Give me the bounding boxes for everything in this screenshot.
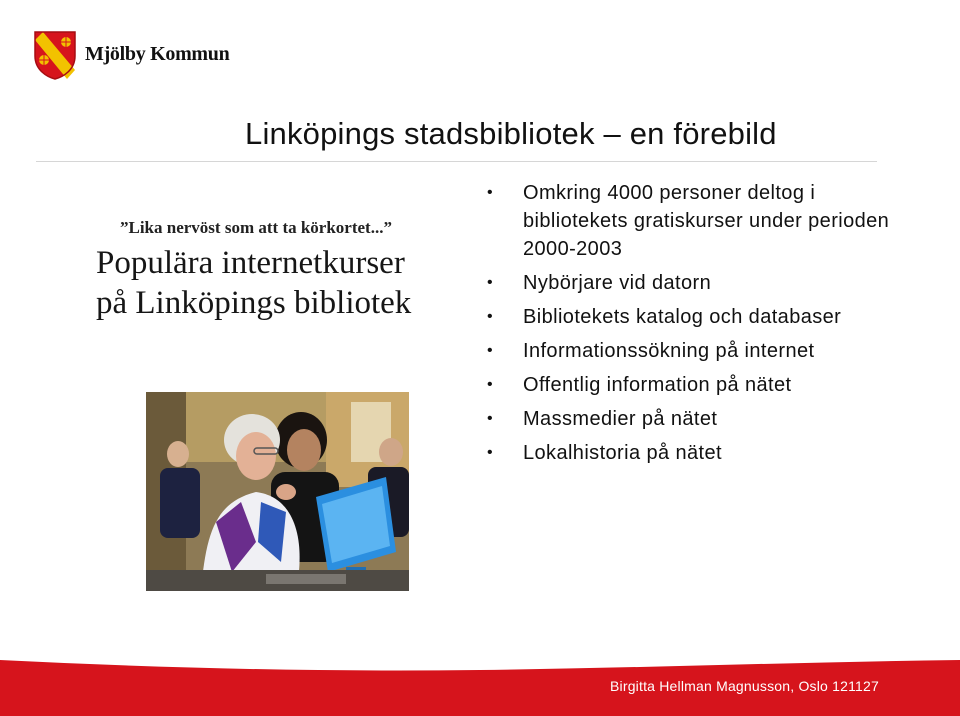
students-at-computers-photo	[146, 392, 409, 591]
list-item	[482, 439, 902, 467]
municipality-logo	[33, 30, 229, 80]
list-item	[482, 303, 902, 331]
bullet-icon: •	[487, 184, 494, 201]
course-headline	[96, 243, 411, 323]
list-item-text: Omkring 4000 personer deltog i bibliotekets gratiskurser under perioden 2000-2003	[523, 182, 890, 260]
title-divider	[36, 161, 877, 162]
coat-of-arms-icon	[33, 30, 77, 80]
organization-name: Mjölby Kommun	[85, 43, 230, 65]
bullet-icon: •	[487, 342, 494, 359]
bullet-icon: •	[487, 444, 494, 461]
list-item-text: Massmedier på nätet	[523, 408, 718, 430]
quote-text: ”Lika nervöst som att ta körkortet...”	[120, 218, 392, 237]
footer-credit: Birgitta Hellman Magnusson, Oslo 121127	[609, 678, 879, 694]
bullet-icon: •	[487, 410, 494, 427]
list-item	[482, 179, 902, 263]
bullet-icon: •	[487, 308, 494, 325]
list-item-text: Lokalhistoria på nätet	[523, 442, 722, 464]
list-item-text: Bibliotekets katalog och databaser	[523, 306, 842, 328]
headline-line-1: Populära internetkurser	[96, 245, 405, 281]
slide-title: Linköpings stadsbibliotek – en förebild	[245, 116, 777, 151]
bullet-icon: •	[487, 376, 494, 393]
list-item	[482, 371, 902, 399]
bullet-list	[482, 179, 902, 473]
list-item-text: Offentlig information på nätet	[523, 374, 792, 396]
bullet-icon: •	[487, 274, 494, 291]
list-item-text: Nybörjare vid datorn	[523, 272, 712, 294]
list-item-text: Informationssökning på internet	[523, 340, 815, 362]
list-item	[482, 405, 902, 433]
headline-line-2: på Linköpings bibliotek	[96, 285, 412, 321]
list-item	[482, 269, 902, 297]
list-item	[482, 337, 902, 365]
